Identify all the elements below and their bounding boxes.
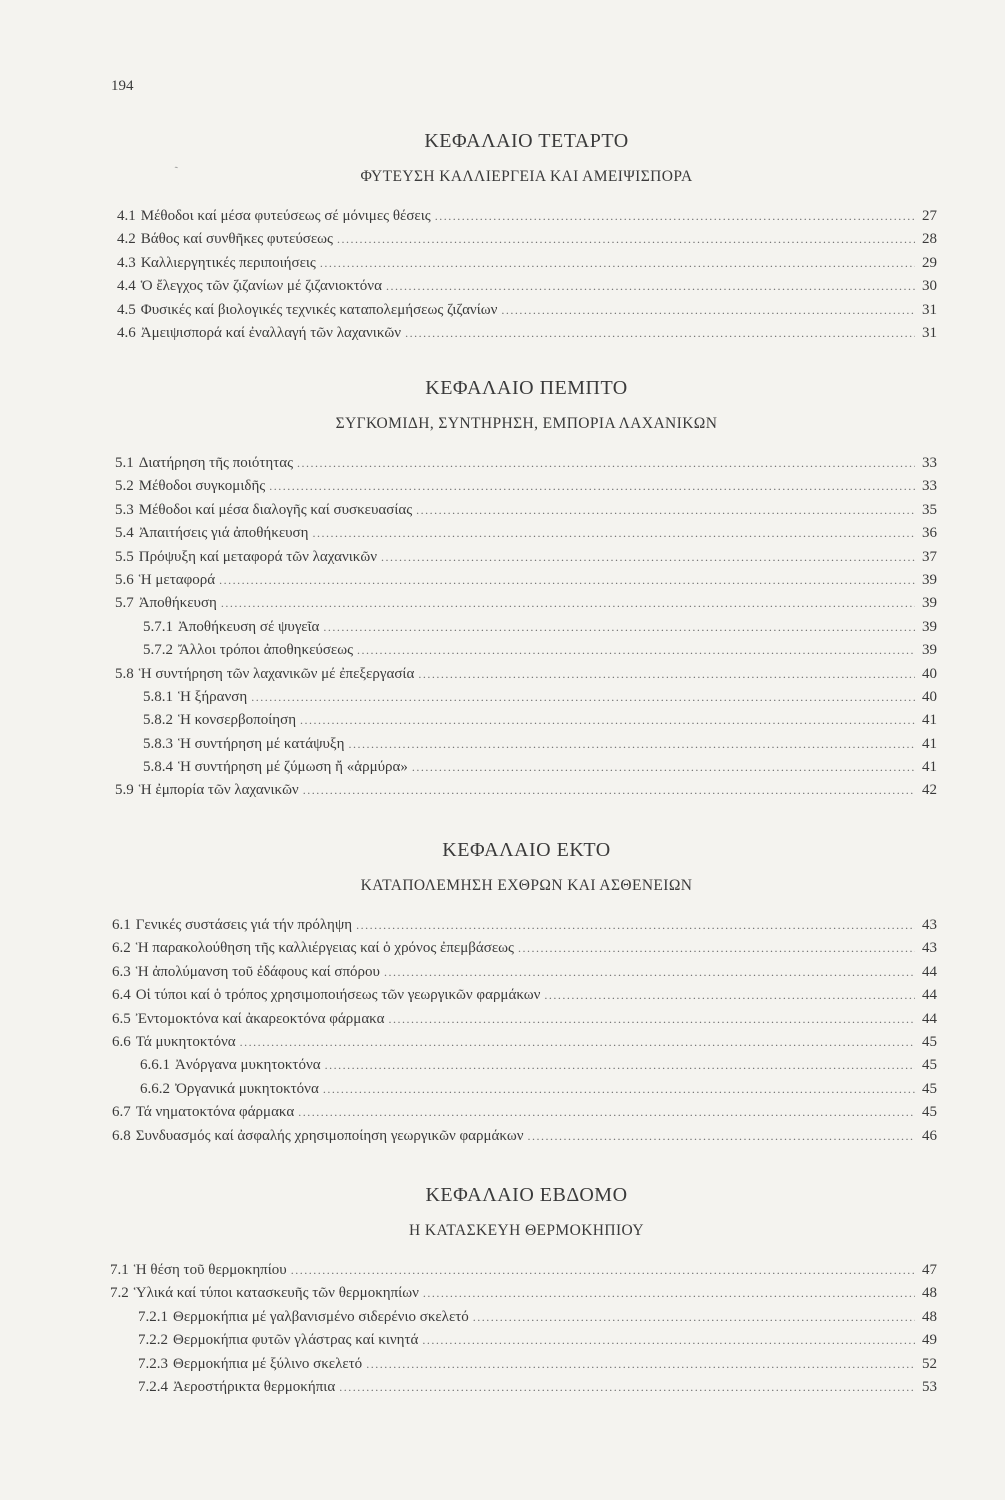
entry-page: 45 [922, 1080, 937, 1097]
entry-number: 4.6 [117, 324, 136, 341]
chapter-subtitle: ΣΥΓΚΟΜΙΔΗ, ΣΥΝΤΗΡΗΣΗ, ΕΜΠΟΡΙΑ ΛΑΧΑΝΙΚΩΝ [335, 415, 718, 432]
entry-number: 5.5 [115, 548, 134, 565]
entry-title: Ἡ ἀπολύμανση τοῦ ἐδάφους καί σπόρου [135, 963, 380, 980]
entry-number: 5.8 [115, 665, 134, 682]
entry-number: 4.5 [117, 301, 136, 318]
toc-entry [0, 1262, 1005, 1285]
dot-leader [251, 690, 915, 705]
entry-number: 6.4 [112, 987, 131, 1004]
entry-page: 52 [922, 1355, 937, 1372]
toc-entry [0, 525, 1005, 548]
dot-leader [435, 209, 915, 224]
chapter-7 [0, 1184, 1005, 1402]
chapter-title: ΚΕΦΑΛΑΙΟ ΤΕΤΑΡΤΟ [424, 130, 629, 152]
entry-title: Ἡ συντήρηση μέ κατάψυξη [178, 735, 345, 752]
toc-entry [0, 689, 1005, 712]
chapter-subtitle: ΚΑΤΑΠΟΛΕΜΗΣΗ ΕΧΘΡΩΝ ΚΑΙ ΑΣΘΕΝΕΙΩΝ [360, 877, 693, 894]
dot-leader [300, 713, 915, 728]
toc-entry [0, 619, 1005, 642]
dot-leader [405, 326, 915, 341]
chapter-6 [0, 839, 1005, 1151]
toc-entry [0, 278, 1005, 301]
chapter-title: ΚΕΦΑΛΑΙΟ ΕΚΤΟ [442, 839, 611, 861]
toc-entry [0, 964, 1005, 987]
entry-page: 49 [922, 1332, 937, 1349]
entry-number: 5.8.4 [143, 759, 173, 776]
toc-entry [0, 455, 1005, 478]
entry-title: Βάθος καί συνθῆκες φυτεύσεως [140, 231, 333, 248]
entry-number: 7.2.2 [138, 1332, 168, 1349]
entry-number: 6.5 [112, 1010, 131, 1027]
entry-title: Θερμοκήπια μέ γαλβανισμένο σιδερένιο σκελετό [173, 1308, 469, 1325]
entry-page: 33 [922, 455, 937, 471]
dot-leader [366, 1357, 915, 1372]
toc-entry [0, 782, 1005, 805]
dot-leader [501, 303, 915, 318]
toc-entry [0, 736, 1005, 759]
entry-page: 48 [922, 1285, 937, 1302]
entry-number: 7.1 [110, 1262, 129, 1278]
entry-title: Ἀνόργανα μυκητοκτόνα [175, 1057, 321, 1074]
entry-page: 36 [922, 525, 937, 542]
entry-title: Καλλιεργητικές περιποιήσεις [140, 254, 316, 271]
entry-number: 5.2 [115, 478, 134, 495]
toc-entry [0, 595, 1005, 618]
entry-number: 5.8.1 [143, 688, 173, 705]
entry-number: 5.1 [115, 455, 134, 471]
entry-number: 6.7 [112, 1104, 131, 1121]
entry-page: 41 [922, 759, 937, 776]
entry-title: Ὁ ἔλεγχος τῶν ζιζανίων μέ ζιζανιοκτόνα [140, 278, 382, 295]
entry-page: 47 [922, 1262, 937, 1278]
dot-leader [297, 456, 915, 471]
entry-title: Ἡ θέση τοῦ θερμοκηπίου [133, 1262, 287, 1278]
dot-leader [386, 279, 915, 294]
entry-number: 5.7.1 [143, 618, 173, 635]
toc-entry [0, 1057, 1005, 1080]
toc-entry [0, 1332, 1005, 1355]
entry-page: 29 [922, 254, 937, 271]
dot-leader [357, 643, 915, 658]
dot-leader [291, 1263, 915, 1278]
toc-entry [0, 666, 1005, 689]
entry-title: Ἄλλοι τρόποι ἀποθηκεύσεως [178, 642, 354, 659]
entry-number: 5.8.3 [143, 735, 173, 752]
entry-page: 48 [922, 1308, 937, 1325]
entry-page: 44 [922, 987, 937, 1004]
entry-title: Διατήρηση τῆς ποιότητας [138, 455, 294, 471]
entry-number: 7.2.1 [138, 1308, 168, 1325]
dot-leader [412, 760, 915, 775]
entry-title: Μέθοδοι συγκομιδῆς [138, 478, 266, 495]
chapter-4 [0, 130, 1005, 348]
entry-page: 39 [922, 571, 937, 588]
entry-title: Ὑλικά καί τύποι κατασκευῆς τῶν θερμοκηπίων [133, 1285, 419, 1302]
dot-leader [423, 1286, 915, 1301]
chapter-title: ΚΕΦΑΛΑΙΟ ΕΒΔΟΜΟ [425, 1184, 628, 1206]
dot-leader [298, 1105, 915, 1120]
dot-leader [518, 941, 915, 956]
dot-leader [325, 1058, 915, 1073]
entry-title: Τά νηματοκτόνα φάρμακα [135, 1104, 295, 1121]
pencil-mark-icon: ˏ [168, 154, 180, 171]
entry-page: 46 [922, 1127, 937, 1144]
entry-number: 6.2 [112, 940, 131, 957]
dot-leader [339, 1380, 915, 1395]
toc-entry [0, 502, 1005, 525]
toc-entry [0, 255, 1005, 278]
toc-entry [0, 1034, 1005, 1057]
dot-leader [422, 1333, 915, 1348]
entry-title: Ἡ ξήρανση [178, 688, 248, 705]
entry-page: 45 [922, 1057, 937, 1074]
toc-entry [0, 1128, 1005, 1151]
chapter-5 [0, 377, 1005, 806]
entry-page: 53 [922, 1378, 937, 1395]
toc-entry [0, 987, 1005, 1010]
entry-number: 7.2.4 [138, 1378, 168, 1395]
chapter-subtitle: Η ΚΑΤΑΣΚΕΥΗ ΘΕΡΜΟΚΗΠΙΟΥ [409, 1222, 644, 1239]
entry-page: 44 [922, 963, 937, 980]
entry-number: 6.8 [112, 1127, 131, 1144]
entry-page: 41 [922, 712, 937, 729]
toc-entry [0, 1379, 1005, 1402]
entry-page: 44 [922, 1010, 937, 1027]
entry-title: Γενικές συστάσεις γιά τήν πρόληψη [135, 917, 353, 933]
entry-title: Ἐντομοκτόνα καί ἀκαρεοκτόνα φάρμακα [135, 1010, 385, 1027]
toc-entry [0, 1104, 1005, 1127]
entry-page: 31 [922, 301, 937, 318]
entry-number: 6.3 [112, 963, 131, 980]
toc-entry [0, 302, 1005, 325]
dot-leader [323, 620, 915, 635]
entry-number: 7.2 [110, 1285, 129, 1302]
entry-page: 43 [922, 917, 937, 933]
toc-list [0, 208, 1005, 348]
chapter-title: ΚΕΦΑΛΑΙΟ ΠΕΜΠΤΟ [425, 377, 628, 399]
entry-title: Ἀμειψισπορά καί ἐναλλαγή τῶν λαχανικῶν [140, 324, 402, 341]
entry-title: Τά μυκητοκτόνα [135, 1033, 236, 1050]
entry-title: Φυσικές καί βιολογικές τεχνικές καταπολεμήσεως ζιζανίων [140, 301, 498, 318]
dot-leader [337, 232, 915, 247]
dot-leader [416, 503, 915, 518]
toc-list [0, 455, 1005, 806]
toc-entry [0, 642, 1005, 665]
entry-title: Ἡ συντήρηση τῶν λαχανικῶν μέ ἐπεξεργασία [138, 665, 415, 682]
entry-number: 5.9 [115, 782, 134, 799]
entry-title: Ἀποθήκευση σέ ψυγεῖα [178, 618, 320, 635]
toc-entry [0, 1011, 1005, 1034]
entry-number: 6.6.1 [140, 1057, 170, 1074]
entry-page: 39 [922, 618, 937, 635]
entry-title: Ἡ μεταφορά [138, 571, 216, 588]
dot-leader [269, 479, 915, 494]
entry-title: Θερμοκήπια φυτῶν γλάστρας καί κινητά [173, 1332, 419, 1349]
entry-page: 45 [922, 1104, 937, 1121]
entry-page: 37 [922, 548, 937, 565]
dot-leader [312, 526, 915, 541]
entry-title: Μέθοδοι καί μέσα φυτεύσεως σέ μόνιμες θέσεις [140, 208, 431, 224]
entry-title: Ἀπαιτήσεις γιά ἀποθήκευση [138, 525, 309, 542]
entry-page: 43 [922, 940, 937, 957]
entry-title: Οἱ τύποι καί ὁ τρόπος χρησιμοποιήσεως τῶν γεωργικῶν φαρμάκων [135, 987, 541, 1004]
entry-number: 7.2.3 [138, 1355, 168, 1372]
dot-leader [388, 1012, 915, 1027]
entry-page: 33 [922, 478, 937, 495]
entry-page: 31 [922, 324, 937, 341]
entry-title: Ὀργανικά μυκητοκτόνα [175, 1080, 319, 1097]
toc-list [0, 917, 1005, 1151]
toc-entry [0, 1285, 1005, 1308]
toc-entry [0, 572, 1005, 595]
entry-page: 41 [922, 735, 937, 752]
dot-leader [323, 1082, 915, 1097]
toc-entry [0, 208, 1005, 231]
chapter-subtitle: ΦΥΤΕΥΣΗ ΚΑΛΛΙΕΡΓΕΙΑ ΚΑΙ ΑΜΕΙΨΙΣΠΟΡΑ [360, 168, 693, 185]
entry-page: 27 [922, 208, 937, 224]
entry-number: 6.1 [112, 917, 131, 933]
toc-entry [0, 1309, 1005, 1332]
entry-title: Μέθοδοι καί μέσα διαλογῆς καί συσκευασίας [138, 501, 413, 518]
entry-title: Ἡ ἐμπορία τῶν λαχανικῶν [138, 782, 299, 799]
toc-entry [0, 940, 1005, 963]
toc-list [0, 1262, 1005, 1402]
entry-title: Ἡ παρακολούθηση τῆς καλλιέργειας καί ὁ χρόνος ἐπεμβάσεως [135, 940, 514, 957]
entry-page: 40 [922, 688, 937, 705]
dot-leader [320, 256, 915, 271]
entry-title: Πρόψυξη καί μεταφορά τῶν λαχανικῶν [138, 548, 377, 565]
entry-page: 35 [922, 501, 937, 518]
entry-number: 5.4 [115, 525, 134, 542]
dot-leader [303, 783, 915, 798]
entry-title: Θερμοκήπια μέ ξύλινο σκελετό [173, 1355, 363, 1372]
entry-page: 40 [922, 665, 937, 682]
entry-number: 5.8.2 [143, 712, 173, 729]
entry-page: 30 [922, 278, 937, 295]
entry-page: 39 [922, 642, 937, 659]
dot-leader [381, 550, 915, 565]
dot-leader [221, 596, 915, 611]
entry-title: Ἀεροστήρικτα θερμοκήπια [173, 1378, 336, 1395]
page-number: 194 [111, 78, 134, 94]
entry-number: 4.2 [117, 231, 136, 248]
entry-number: 4.1 [117, 208, 136, 224]
dot-leader [544, 988, 915, 1003]
entry-number: 6.6 [112, 1033, 131, 1050]
toc-entry [0, 325, 1005, 348]
entry-page: 42 [922, 782, 937, 799]
entry-number: 5.6 [115, 571, 134, 588]
toc-entry [0, 917, 1005, 940]
entry-title: Ἡ συντήρηση μέ ζύμωση ἤ «ἁρμύρα» [178, 759, 408, 776]
dot-leader [528, 1129, 916, 1144]
entry-page: 28 [922, 231, 937, 248]
toc-entry [0, 549, 1005, 572]
entry-number: 5.3 [115, 501, 134, 518]
entry-number: 5.7.2 [143, 642, 173, 659]
toc-entry [0, 759, 1005, 782]
entry-number: 4.4 [117, 278, 136, 295]
toc-entry [0, 478, 1005, 501]
dot-leader [418, 667, 915, 682]
entry-page: 45 [922, 1033, 937, 1050]
entry-title: Συνδυασμός καί ἀσφαλής χρησιμοποίηση γεωργικῶν φαρμάκων [135, 1127, 524, 1144]
toc-entry [0, 1081, 1005, 1104]
dot-leader [240, 1035, 915, 1050]
entry-number: 5.7 [115, 595, 134, 612]
dot-leader [348, 737, 915, 752]
dot-leader [473, 1310, 915, 1325]
toc-entry [0, 1356, 1005, 1379]
entry-title: Ἡ κονσερβοποίηση [178, 712, 297, 729]
dot-leader [356, 918, 915, 933]
entry-number: 6.6.2 [140, 1080, 170, 1097]
entry-number: 4.3 [117, 254, 136, 271]
toc-entry [0, 712, 1005, 735]
entry-title: Ἀποθήκευση [138, 595, 217, 612]
dot-leader [219, 573, 915, 588]
toc-entry [0, 231, 1005, 254]
dot-leader [384, 965, 915, 980]
entry-page: 39 [922, 595, 937, 612]
